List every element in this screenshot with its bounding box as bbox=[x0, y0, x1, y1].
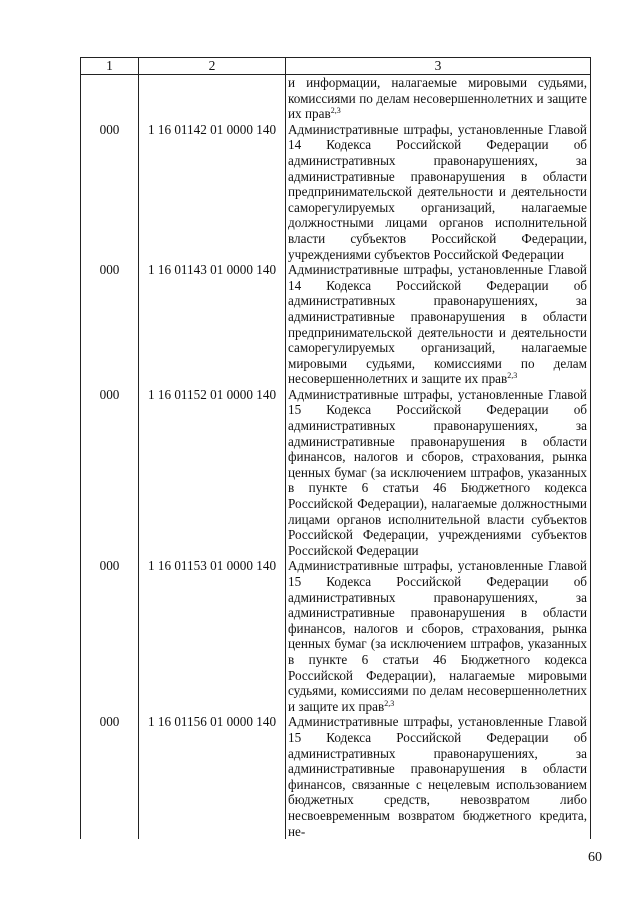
description-cell: Административные штрафы, установленные Главой 15 Кодекса Российской Федерации об административных правонарушениях, за административные правонарушения в области финансов, налогов и сборов, страхования, рынка ценных бумаг (за исключением штрафов, указанных в пункте 6 статьи 46 Бюджетного кодекса Российской Федерации), налагаемые мировыми судьями, комиссиями по делам несовершеннолетних и защите их прав$^{2,3}$ bbox=[286, 558, 591, 714]
continuation-kbk bbox=[139, 75, 286, 122]
kbk-cell: 1 16 01143 01 0000 140 bbox=[139, 262, 286, 387]
admin-code-cell: 000 bbox=[81, 122, 139, 262]
kbk-cell: 1 16 01152 01 0000 140 bbox=[139, 387, 286, 559]
header-col-3: 3 bbox=[286, 58, 591, 75]
footnote-ref: 2,3 bbox=[384, 698, 395, 708]
footnote-ref: 2,3 bbox=[330, 106, 341, 116]
continuation-admin-code bbox=[81, 75, 139, 122]
kbk-cell: 1 16 01153 01 0000 140 bbox=[139, 558, 286, 714]
table-row bbox=[81, 558, 591, 714]
description-cell: Административные штрафы, установленные Главой 14 Кодекса Российской Федерации об административных правонарушениях, за административные правонарушения в области предпринимательской деятельности и деятельности саморегулируемых организаций, налагаемые мировыми судьями, комиссиями по делам несовершеннолетних и защите их прав$^{2,3}$ bbox=[286, 262, 591, 387]
header-col-1: 1 bbox=[81, 58, 139, 75]
table-row bbox=[81, 387, 591, 559]
kbk-cell: 1 16 01156 01 0000 140 bbox=[139, 714, 286, 839]
header-col-2: 2 bbox=[139, 58, 286, 75]
admin-code-cell: 000 bbox=[81, 558, 139, 714]
table-row bbox=[81, 714, 591, 839]
admin-code-cell: 000 bbox=[81, 262, 139, 387]
table-row bbox=[81, 262, 591, 387]
continuation-text: и информации, налагаемые мировыми судьями, комиссиями по делам несовершеннолетних и защите их прав$^{2,3}$ bbox=[286, 75, 591, 122]
admin-code-cell: 000 bbox=[81, 387, 139, 559]
page-number: 60 bbox=[588, 850, 602, 865]
description-cell: Административные штрафы, установленные Главой 14 Кодекса Российской Федерации об административных правонарушениях, за административные правонарушения в области предпринимательской деятельности и деятельности саморегулируемых организаций, налагаемые должностными лицами органов исполнительной власти субъектов Российской Федерации, учреждениями субъектов Российской Федерации bbox=[286, 122, 591, 262]
kbk-cell: 1 16 01142 01 0000 140 bbox=[139, 122, 286, 262]
description-cell: Административные штрафы, установленные Главой 15 Кодекса Российской Федерации об административных правонарушениях, за административные правонарушения в области финансов, связанные с нецелевым использованием бюджетных средств, невозвратом либо несвоевременным возвратом бюджетного кредита, не- bbox=[286, 714, 591, 839]
footnote-ref: 2,3 bbox=[507, 371, 518, 381]
continuation-row bbox=[81, 75, 591, 122]
description-cell: Административные штрафы, установленные Главой 15 Кодекса Российской Федерации об административных правонарушениях, за административные правонарушения в области финансов, налогов и сборов, страхования, рынка ценных бумаг (за исключением штрафов, указанных в пункте 6 статьи 46 Бюджетного кодекса Российской Федерации), налагаемые должностными лицами органов исполнительной власти субъектов Российской Федерации, учреждениями субъектов Российской Федерации bbox=[286, 387, 591, 559]
table-row bbox=[81, 122, 591, 262]
table-header-row bbox=[81, 58, 591, 75]
budget-codes-table bbox=[80, 57, 591, 839]
admin-code-cell: 000 bbox=[81, 714, 139, 839]
